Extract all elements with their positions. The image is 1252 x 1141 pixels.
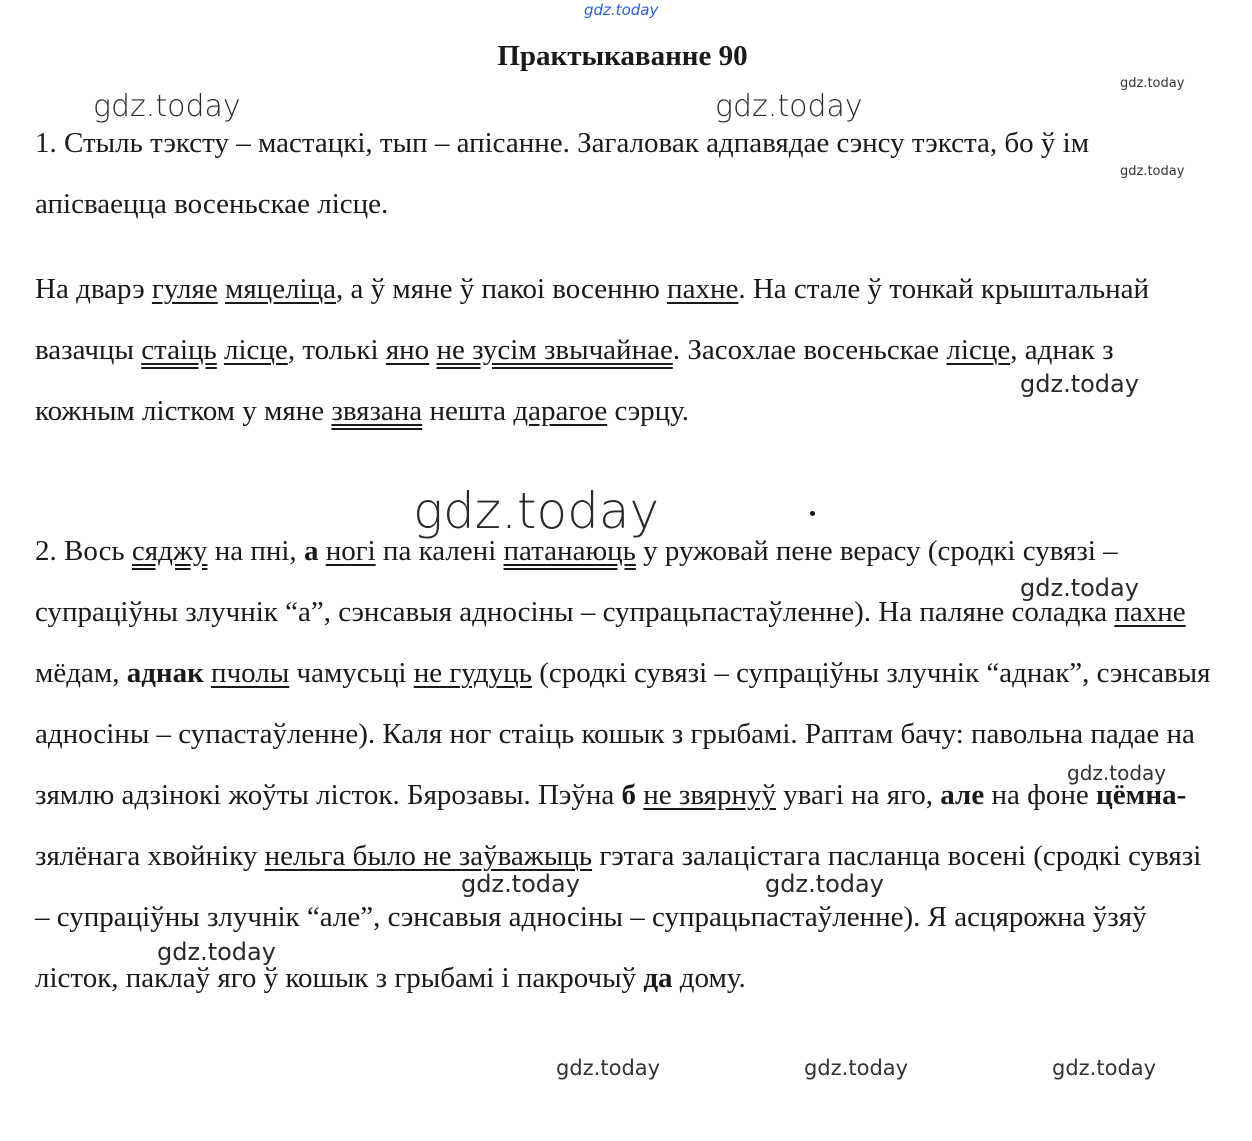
- predicate: пахне: [667, 273, 739, 305]
- text-run: у ружовай пене верасу (сродкі сувязі – супраціўны злучнік “а”, сэнсавыя адносіны – супрацьпастаўленне). На паляне соладка: [35, 535, 1118, 628]
- text-run: чамусьці: [289, 657, 414, 689]
- conjunction: але: [940, 779, 985, 811]
- subject: лісце: [224, 334, 288, 366]
- subject: лісце: [946, 334, 1011, 366]
- conjunction: аднак: [126, 657, 204, 689]
- predicate: пахне: [1114, 596, 1186, 628]
- watermark: gdz.today: [1067, 761, 1167, 785]
- watermark: gdz.today: [157, 938, 276, 966]
- page-title: Практыкаванне 90: [497, 40, 748, 72]
- text-run: гэтага залацістага пасланца восені (сродкі сувязі – супраціўны злучнік “але”, сэнсавыя адносіны – супрацьпастаўленне). Я асцярожна ўзяў лісток, паклаў яго ў кошык з грыбамі і пакрочыў: [35, 840, 1202, 994]
- text-run: [217, 334, 224, 366]
- answer-paragraph-2: [35, 521, 1215, 1009]
- text-run: [318, 535, 325, 567]
- text-run: сэрцу.: [607, 395, 690, 427]
- bold-prefix: цёмна-: [1096, 779, 1187, 811]
- text-run: мёдам,: [35, 657, 127, 689]
- watermark: gdz.today: [1120, 76, 1185, 91]
- dot-mark: [810, 511, 815, 516]
- watermark: gdz.today: [461, 870, 580, 898]
- bold-letter: б: [621, 779, 636, 811]
- predicate: не гудуць: [413, 657, 532, 689]
- text-paragraph: [35, 259, 1215, 442]
- predicate: гуляе: [151, 273, 218, 305]
- predicate: дарагое: [513, 395, 608, 427]
- text-run: (сродкі сувязі – супраціўны злучнік “аднак”, сэнсавыя адносіны – супастаўленне). Каля ног стаіць кошык з грыбамі. Раптам бачу: павольна падае на зямлю адзінокі жоўты лісток. Бярозавы. Пэўна: [35, 657, 1211, 811]
- watermark: gdz.today: [804, 1056, 909, 1080]
- watermark: gdz.today: [413, 482, 660, 540]
- text-run: На дварэ: [35, 273, 152, 305]
- watermark: gdz.today: [715, 89, 863, 124]
- predicate: патанаюць: [503, 535, 636, 567]
- text-run: 2. Вось: [35, 535, 132, 567]
- text-run: па калені: [375, 535, 504, 567]
- text-run: . Засохлае восеньскае: [672, 334, 947, 366]
- predicate: сяджу: [131, 535, 208, 567]
- text-run: на пні,: [207, 535, 304, 567]
- text-run: , а ў мяне ў пакоі восенню: [336, 273, 668, 305]
- predicate: нельга было не заўважыць: [264, 840, 593, 872]
- predicate: не зусім звычайнае: [436, 334, 673, 366]
- predicate: не звярнуў: [643, 779, 776, 811]
- watermark: gdz.today: [1020, 574, 1139, 602]
- subject: ногі: [325, 535, 376, 567]
- watermark: gdz.today: [556, 1056, 661, 1080]
- predicate: стаіць: [141, 334, 217, 366]
- subject: яно: [385, 334, 430, 366]
- text-run: [218, 273, 225, 305]
- conjunction: а: [303, 535, 319, 567]
- text-run: , толькі: [287, 334, 386, 366]
- watermark-top: gdz.today: [584, 1, 659, 19]
- text-run: . На стале ў тонкай крыштальнай вазачцы: [35, 273, 1150, 366]
- watermark: gdz.today: [765, 870, 884, 898]
- text-run: на фоне: [984, 779, 1097, 811]
- watermark: gdz.today: [1020, 370, 1139, 398]
- text-run: нешта: [422, 395, 514, 427]
- bold-preposition: да: [643, 962, 673, 994]
- text-run: зялёнага хвойніку: [35, 840, 265, 872]
- answer-paragraph-1: [35, 113, 1215, 235]
- subject: мяцеліца: [224, 273, 336, 305]
- watermark: gdz.today: [1120, 164, 1185, 179]
- text-run: , аднак з кожным лістком у мяне: [35, 334, 1114, 427]
- text-run: [204, 657, 211, 689]
- predicate: звязана: [331, 395, 423, 427]
- watermark: gdz.today: [1052, 1056, 1157, 1080]
- paragraph-text: 1. Стыль тэксту – мастацкі, тып – апісанне. Загаловак адпавядае сэнсу тэкста, бо ў ім апісваецца восеньскае лісце.: [35, 127, 1090, 220]
- watermark: gdz.today: [93, 89, 241, 124]
- text-run: дому.: [672, 962, 746, 994]
- subject: пчолы: [211, 657, 290, 689]
- text-run: увагі на яго,: [776, 779, 941, 811]
